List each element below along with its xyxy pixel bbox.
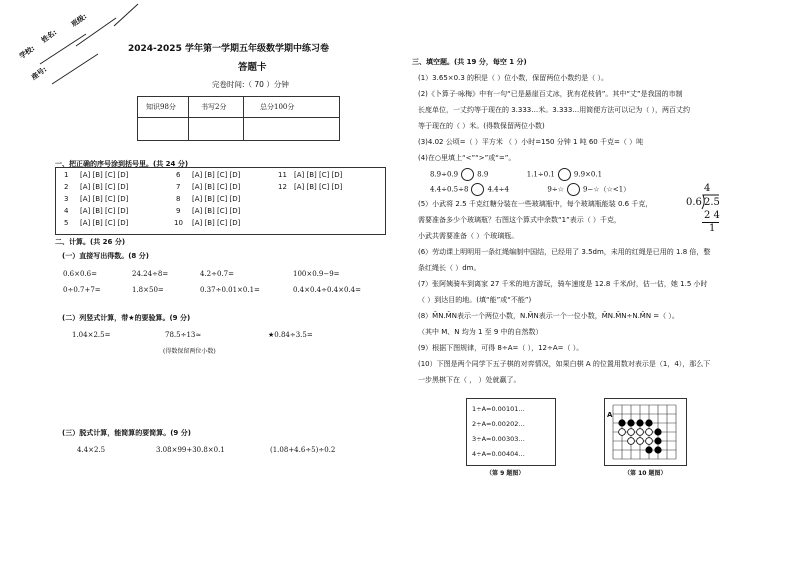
fill-q5-line2: 需要准备多少个玻璃瓶？右图这个算式中余数“1”表示（ ）千克， [418, 216, 621, 224]
fill-q6-line2: 条红绳长（ ）dm。 [418, 264, 481, 272]
oral-calc-item: 100×0.9−9= [293, 270, 340, 278]
point-a-label: A [607, 411, 613, 419]
part2-sub3-title: (三）脱式计算，能简算的要简算。(9 分) [62, 429, 191, 437]
answer-bubbles[interactable]: [A] [B] [C] [D] [80, 171, 129, 179]
fill-q10-line1: (10）下图是两个同学下五子棋的对弈情况，如果白棋 A 的位置用数对表示是（1，4），那么下 [418, 360, 711, 368]
division-remainder: 1 [709, 223, 716, 234]
fill-q1: (1）3.65×0.3 的积是（ ）位小数，保留两位小数约是（ ）。 [418, 74, 608, 82]
oral-calc-item: 4.2÷0.7= [200, 270, 234, 278]
compare-row-1 [430, 168, 602, 181]
compare-row-2 [430, 183, 630, 196]
q-number: 7 [176, 183, 181, 191]
part2-title: 二、计算。(共 26 分) [55, 238, 126, 246]
q-number: 3 [64, 195, 69, 203]
answer-bubbles[interactable]: [A] [B] [C] [D] [192, 183, 241, 191]
score-col-writing: 书写2分 [201, 103, 227, 111]
answer-bubbles[interactable]: [A] [B] [C] [D] [192, 195, 241, 203]
mixed-calc-item: 4.4×2.5 [77, 446, 106, 454]
vertical-calc-item: ★0.84÷3.5= [268, 331, 313, 339]
school-label: 学校: [18, 44, 37, 61]
figure-9-box [466, 398, 556, 466]
fill-q9: (9）根据下图规律，可得 8÷A=（ ），12÷A=（ ）。 [418, 344, 584, 352]
answer-bubbles[interactable]: [A] [B] [C] [D] [80, 207, 129, 215]
division-quotient: 4 [704, 183, 711, 194]
q-number: 1 [64, 171, 69, 179]
q-number: 12 [278, 183, 287, 191]
oral-calc-item: 0÷0.7+7= [63, 286, 101, 294]
binding-lines [10, 0, 140, 110]
compare-right: 8.9 [477, 170, 489, 179]
answer-bubbles[interactable]: [A] [B] [C] [D] [80, 183, 129, 191]
q-number: 4 [64, 207, 69, 215]
compare-right: 9−☆（☆<1） [582, 185, 631, 194]
answer-bubbles[interactable]: [A] [B] [C] [D] [192, 219, 241, 227]
division-divisor: 0.6 [686, 197, 702, 208]
oral-calc-item: 0.6×0.6= [63, 270, 97, 278]
fill-q10-line2: 一步黑棋下在（ ， ）处就赢了。 [418, 376, 521, 384]
mixed-calc-item: (1.08+4.6÷5)÷0.2 [270, 446, 336, 454]
gomoku-board [605, 399, 686, 465]
q-number: 5 [64, 219, 69, 227]
fill-q5-line3: 小武共需要准备（ ）个玻璃瓶。 [418, 232, 519, 240]
oral-calc-item: 24.24÷8= [132, 270, 169, 278]
compare-left: 9÷☆ [547, 185, 564, 194]
exam-time: 完卷时间:（ 70 ）分钟 [212, 80, 289, 89]
answer-bubbles[interactable]: [A] [B] [C] [D] [294, 171, 343, 179]
compare-circle[interactable] [567, 183, 580, 196]
compare-circle[interactable] [471, 183, 484, 196]
score-col-total: 总分100分 [260, 103, 295, 111]
pattern-line: 2÷A=0.00202… [472, 420, 525, 428]
figure-10-caption: （第 10 题图） [624, 470, 667, 477]
figure-10-box [604, 398, 687, 466]
fill-q2-line2: 长度单位，一丈约等于现在的 3.333…米。3.333…用简便方法可以记为（ ），两百丈约 [418, 106, 691, 114]
bubble-grid [55, 167, 386, 235]
part1-title: 一、把正确的序号涂到括号里。(共 24 分) [55, 160, 189, 168]
compare-right: 9.9×0.1 [573, 170, 603, 179]
pattern-line: 3÷A=0.00303… [472, 435, 525, 443]
score-col-knowledge: 知识98分 [146, 103, 176, 111]
fill-q8-line2: （其中 M、N 均为 1 至 9 中的自然数） [418, 328, 543, 336]
compare-left: 1.1÷0.1 [526, 170, 555, 179]
compare-circle[interactable] [558, 168, 571, 181]
fill-q2-line1: (2)《卜算子·咏梅》中有一句“已是悬崖百丈冰，犹有花枝俏”。其中“丈”是我国的市制 [418, 90, 683, 98]
answer-bubbles[interactable]: [A] [B] [C] [D] [80, 195, 129, 203]
q-number: 9 [176, 207, 181, 215]
fill-q7-line2: （ ）到达目的地。(填“能”或“不能”) [418, 296, 532, 304]
compare-left: 4.4÷0.5÷8 [430, 185, 469, 194]
q-number: 10 [174, 219, 183, 227]
fill-q6-line1: (6）劳动课上明明用一条红绳编制中国结，已经用了 3.5dm，未用的红绳是已用的 1.8 倍，整 [418, 248, 711, 256]
part2-sub1-title: (一）直接写出得数。(8 分) [62, 252, 149, 260]
fill-q8-line1: (8）M̄N.M̄N表示一个两位小数，N.M̄N表示一个一位小数，M̄N.M̄N÷N.M̄N =（ ）。 [418, 312, 679, 320]
score-table [137, 96, 340, 141]
compare-left: 8.9÷0.9 [430, 170, 459, 179]
q-number: 11 [278, 171, 287, 179]
division-dividend: 2.5 [704, 197, 720, 208]
rounding-note: (得数保留两位小数) [163, 348, 216, 355]
vertical-calc-item: 78.5÷13≈ [165, 331, 202, 339]
oral-calc-item: 0.37÷0.01×0.1= [200, 286, 260, 294]
answer-bubbles[interactable]: [A] [B] [C] [D] [192, 171, 241, 179]
fill-q3: (3)4.02 公顷=（ ）平方米 （ ）小时=150 分钟 1 吨 60 千克=（ ）吨 [418, 138, 644, 146]
oral-calc-item: 0.4×0.4÷0.4×0.4= [293, 286, 361, 294]
compare-right: 4.4÷4 [487, 185, 509, 194]
compare-circle[interactable] [461, 168, 474, 181]
part3-title: 三、填空题。(共 19 分，每空 1 分) [412, 58, 527, 66]
division-product: 2 4 [704, 210, 720, 221]
figure-9-caption: （第 9 题图） [486, 470, 525, 477]
q-number: 2 [64, 183, 69, 191]
exam-title: 2024-2025 学年第一学期五年级数学期中练习卷 [128, 44, 329, 54]
class-label: 班级: [70, 12, 89, 29]
answer-bubbles[interactable]: [A] [B] [C] [D] [80, 219, 129, 227]
vertical-calc-item: 1.04×2.5= [72, 331, 111, 339]
answer-sheet-title: 答题卡 [238, 62, 267, 73]
pattern-line: 4÷A=0.00404… [472, 450, 525, 458]
fill-q4: (4)在○里填上“<”“>”或“=”。 [418, 154, 516, 162]
name-label: 姓名: [40, 28, 59, 45]
part2-sub2-title: (二）列竖式计算，带★的要验算。(9 分) [62, 314, 191, 322]
answer-bubbles[interactable]: [A] [B] [C] [D] [192, 207, 241, 215]
q-number: 6 [176, 171, 181, 179]
mixed-calc-item: 3.08×99+30.8×0.1 [156, 446, 225, 454]
fill-q2-line3: 等于现在的（ ）米。(得数保留两位小数) [418, 122, 545, 130]
fill-q7-line1: (7）张阿姨骑车到离家 27 千米的地方游玩，骑车速度是 12.8 千米/时，估一估，她 1.5 小时 [418, 280, 708, 288]
pattern-line: 1÷A=0.00101… [472, 405, 525, 413]
q-number: 8 [176, 195, 181, 203]
fill-q5-line1: (5）小武将 2.5 千克红糖分装在一些玻璃瓶中，每个玻璃瓶能装 0.6 千克， [418, 200, 653, 208]
oral-calc-item: 1.8×50= [132, 286, 164, 294]
seat-label: 座号: [30, 65, 49, 82]
answer-bubbles[interactable]: [A] [B] [C] [D] [294, 183, 343, 191]
